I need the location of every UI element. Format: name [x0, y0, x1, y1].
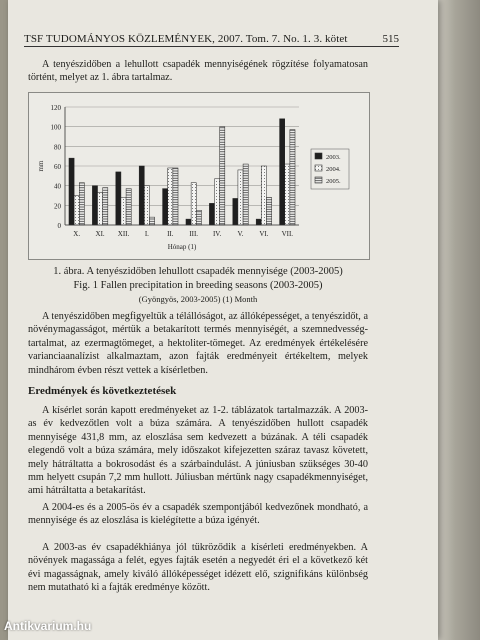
results-paragraph-1: A kísérlet során kapott eredményeket az 1-2. táblázatok tartalmazzák. A 2003-as év kedvezőtlen volt a búza számára. A tenyészidőben hullott csapadék mennyisége 431,8 mm, az eloszlása sem kedvezett a búzának. A téli csapadék elegendő volt a búza számára, mely időszakot kifejezetten száraz tavasz követett, mely hátráltatta a bokrosodást és a szárbaindulást. A júniusban szükséges 30-40 mm helyett csupán 7,2 mm hullott. Júliusban mértünk nagy csapadékmennyiséget, ami hátráltatta a betakarítást.: [28, 405, 368, 497]
legend-label-2003: 2003.: [326, 154, 341, 161]
book-page-edge: [438, 0, 480, 640]
x-tick-label: XI.: [95, 230, 105, 238]
x-tick-label: VI.: [259, 230, 269, 238]
bar-2004-V: [238, 170, 243, 225]
x-tick-label: II.: [167, 230, 174, 238]
x-tick-label: X.: [73, 230, 81, 238]
bar-2005-V: [243, 164, 248, 225]
methods-paragraph: A tenyészidőben megfigyeltük a télállóságot, az állóképességet, a tenyészidőt, a növénymagasságot, mértük a betakarított termés mennyiségét, a szemnedvesség-tartalmat, az ezermagtömeget, a hektoliter-tömeget. Az eredmények értékelésére varianciaanalízist alkalmaztam, azon fajták eredményeit értékeltem, melyek mindhárom évben részt vettek a kísérletben.: [28, 311, 368, 376]
figure-caption-note: (Gyöngyös, 2003-2005) (1) Month: [138, 294, 258, 304]
bar-2005-IV: [220, 127, 225, 225]
y-tick-label: 0: [57, 222, 61, 230]
page-number: 515: [382, 33, 399, 45]
bar-2003-II: [163, 189, 168, 225]
x-tick-label: XII.: [117, 230, 130, 238]
results-paragraph-3: A 2003-as év csapadékhiánya jól tükröződik a kísérleti eredményekben. A növények magassága a felét, egyes fajták esetén a negyedét éri el a következő két évi magasságnak, amely kiváló állóképességet idézett elő, szignifikáns különbség nem mutatható ki a fajták eredménye között.: [28, 542, 368, 594]
bar-2003-V: [233, 198, 238, 225]
chart-svg: [29, 93, 369, 259]
bar-2005-VII: [290, 130, 295, 225]
bar-2005-I: [149, 217, 154, 225]
bar-2005-XI: [103, 188, 108, 225]
precipitation-chart: [28, 92, 370, 260]
bar-2004-IV: [215, 179, 220, 225]
bar-2004-XI: [98, 193, 103, 225]
bar-2004-VI: [261, 166, 266, 225]
legend-swatch-2005: [315, 177, 322, 183]
figure-caption-hu: 1. ábra. A tenyészidőben lehullott csapadék mennyisége (2003-2005): [53, 266, 343, 277]
x-axis-title: Hónap (1): [167, 243, 197, 251]
bar-2003-III: [186, 219, 191, 225]
bar-2003-XI: [92, 186, 97, 225]
bar-2004-X: [74, 196, 79, 226]
x-tick-label: I.: [144, 230, 149, 238]
bar-2005-X: [79, 183, 84, 225]
y-axis-title: mm: [37, 160, 45, 172]
watermark-text: Antikvarium.hu: [4, 619, 92, 633]
legend-label-2005: 2005.: [326, 178, 341, 185]
x-tick-label: VII.: [281, 230, 294, 238]
bar-2005-XII: [126, 189, 131, 225]
legend-swatch-2003: [315, 153, 322, 159]
bar-2004-II: [168, 168, 173, 225]
intro-paragraph: A tenyészidőben a lehullott csapadék mennyiségének rögzítése folyamatosan történt, melyet az 1. ábra tartalmaz.: [28, 59, 368, 84]
y-tick-label: 20: [54, 202, 61, 211]
legend-swatch-2004: [315, 165, 322, 171]
book-page: [8, 0, 438, 640]
y-tick-label: 120: [50, 104, 61, 112]
y-tick-label: 40: [54, 182, 61, 191]
x-tick-label: V.: [237, 230, 244, 238]
x-tick-label: III.: [189, 230, 199, 238]
legend-label-2004: 2004.: [326, 166, 341, 173]
bar-2005-VI: [266, 197, 271, 225]
bar-2004-XII: [121, 197, 126, 225]
running-title: TSF TUDOMÁNYOS KÖZLEMÉNYEK, 2007. Tom. 7. No. 1. 3. kötet: [24, 33, 348, 45]
bar-2003-I: [139, 166, 144, 225]
bar-2004-III: [191, 183, 196, 225]
y-tick-label: 60: [54, 163, 61, 171]
bar-2004-VII: [285, 164, 290, 225]
bar-2003-XII: [116, 172, 121, 225]
section-heading: Eredmények és következtetések: [28, 385, 177, 397]
y-tick-label: 100: [50, 123, 61, 132]
results-paragraph-2: A 2004-es és a 2005-ös év a csapadék szempontjából kedvezőnek mondható, a mennyisége és az eloszlása is kielégítette a búza igényét.: [28, 502, 368, 527]
bar-2003-X: [69, 158, 74, 225]
bar-2003-VII: [280, 119, 285, 225]
running-header: [24, 30, 399, 47]
y-tick-label: 80: [54, 143, 61, 152]
bar-2003-VI: [256, 219, 261, 225]
figure-caption-en: Fig. 1 Fallen precipitation in breeding seasons (2003-2005): [73, 280, 323, 291]
bar-2004-I: [144, 186, 149, 225]
bar-2005-II: [173, 168, 178, 225]
x-tick-label: IV.: [212, 230, 222, 238]
bar-2005-III: [196, 210, 201, 225]
bar-2003-IV: [209, 203, 214, 225]
